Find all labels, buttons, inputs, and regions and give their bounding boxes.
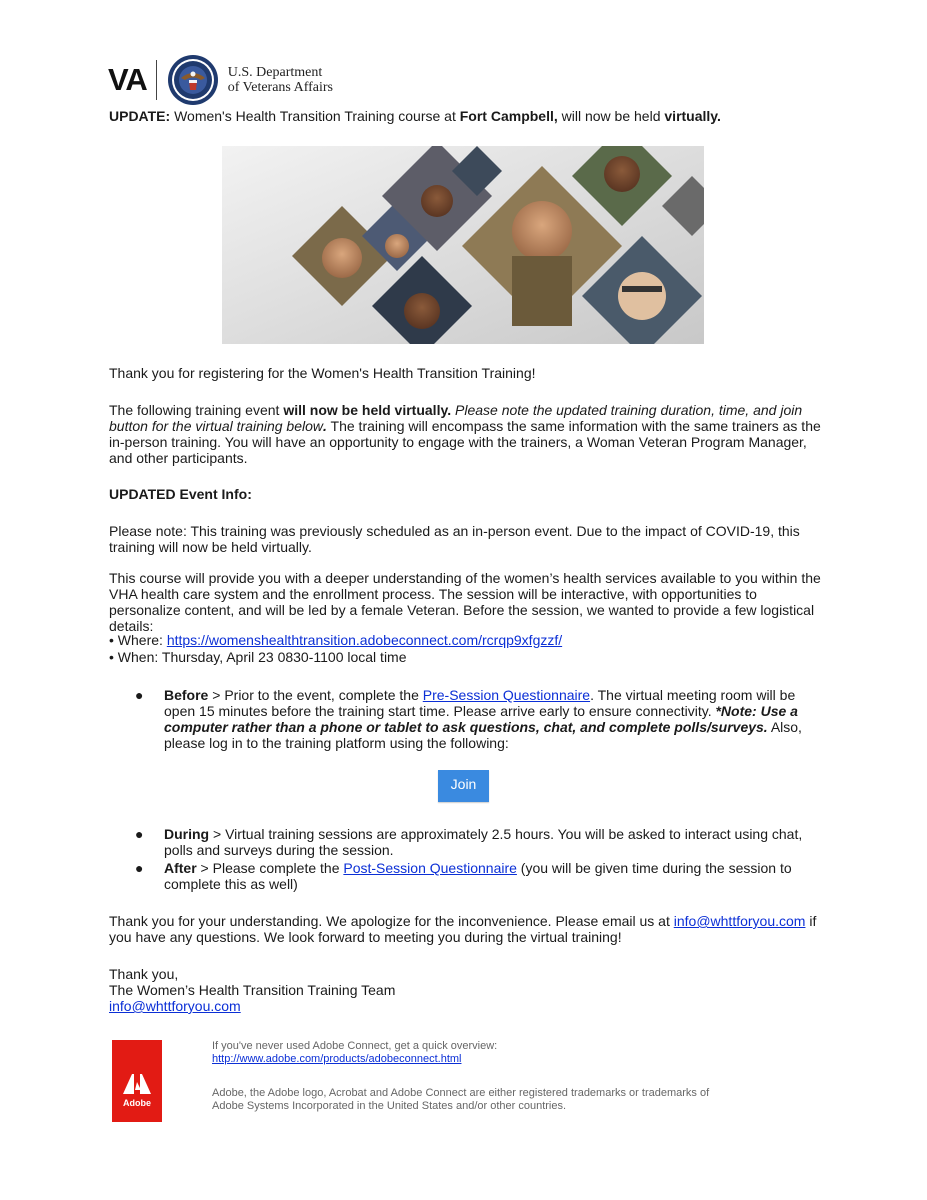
virtual-paragraph-bold: will now be held virtually. [283,402,452,418]
va-logo-mark: VA [108,62,147,97]
department-line-1: U.S. Department [227,65,323,80]
adobe-logo-text: Adobe [123,1098,151,1108]
event-info-heading-text: UPDATED Event Info: [109,486,252,502]
update-mode: virtually. [664,108,721,124]
team-email-link[interactable]: info@whttforyou.com [109,998,241,1014]
closing-text-b: if you have any questions. We look forward to meeting you during the virtual training! [109,913,817,945]
bullet-marker: ● [135,860,144,876]
before-text-b: . The virtual meeting room will be open 15 minutes before the training start time. Please arrive early to ensure connectivity. [164,687,796,719]
bullet-marker: ● [135,826,144,842]
course-description-paragraph: This course will provide you with a deeper understanding of the women’s health services available to you within the VHA health care system and the enrollment process. The session will be interactive, with opportunities to personalize content, and will be led by a female Veteran. Before the session, we wanted to provide a few logistical details: [109,570,821,634]
before-text-a: > Prior to the event, complete the [208,687,423,703]
closing-text-a: Thank you for your understanding. We apologize for the inconvenience. Please email us at [109,913,674,929]
department-line-2: of Veterans Affairs [227,80,333,95]
trademark-line-1: Adobe, the Adobe logo, Acrobat and Adobe Connect are either registered trademarks or trademarks of [212,1087,710,1099]
department-name [228,65,333,95]
virtual-paragraph-period: . [323,418,327,434]
va-header [108,52,333,108]
team-name: The Women’s Health Transition Training Team [109,982,396,998]
update-line [109,108,721,124]
before-note: *Note: Use a computer rather than a phone or tablet to ask questions, chat, and complete polls/surveys. [164,703,798,735]
pre-session-questionnaire-link[interactable]: Pre-Session Questionnaire [422,687,591,703]
where-line [109,632,821,648]
meeting-url-link[interactable]: https://womenshealthtransition.adobeconnect.com/rcrqp9xfgzzf/ [166,632,563,648]
va-seal-icon [167,54,219,106]
during-text: > Virtual training sessions are approximately 2.5 hours. You will be asked to interact using chat, polls and surveys during the session. [164,826,803,858]
join-button[interactable]: Join [438,770,489,802]
team-email-line [109,998,821,1014]
thanks-line: Thank you for registering for the Women's Health Transition Training! [109,365,536,381]
before-label: Before [164,687,209,703]
after-text-a: > Please complete the [196,860,344,876]
email-link[interactable]: info@whttforyou.com [673,913,806,929]
adobe-a-glyph-icon [112,1040,162,1122]
update-label: UPDATE: [109,108,171,124]
update-location: Fort Campbell, [459,108,558,124]
update-text-2: will now be held [557,108,665,124]
signoff: Thank you, [109,966,179,982]
virtual-paragraph [109,402,821,466]
after-text-b: (you will be given time during the session to complete this as well) [164,860,792,892]
hero-banner-image [222,146,704,344]
event-info-heading [109,486,821,502]
where-label: • Where: [109,632,167,648]
adobe-connect-link[interactable]: http://www.adobe.com/products/adobeconnect.html [212,1053,462,1065]
adobe-logo-icon [112,1040,162,1122]
adobe-overview-line [212,1053,461,1066]
header-divider [156,60,157,100]
virtual-paragraph-a: The following training event [109,402,284,418]
trademark-line-2: Adobe Systems Incorporated in the United States and/or other countries. [212,1100,567,1112]
before-bullet-text [164,687,824,751]
adobe-overview-text: If you've never used Adobe Connect, get a quick overview: [212,1040,498,1052]
virtual-paragraph-italic: Please note the updated training duration, time, and join button for the virtual training below [109,402,803,434]
post-session-questionnaire-link[interactable]: Post-Session Questionnaire [343,860,517,876]
when-line: • When: Thursday, April 23 0830-1100 local time [109,649,407,665]
after-bullet-text [164,860,824,892]
update-text-1: Women's Health Transition Training course at [170,108,460,124]
after-label: After [164,860,197,876]
bullet-marker: ● [135,687,144,703]
closing-paragraph [109,913,821,945]
covid-note-paragraph: Please note: This training was previously scheduled as an in-person event. Due to the impact of COVID-19, this training will now be held virtually. [109,523,800,555]
during-label: During [164,826,210,842]
before-text-c: Also, please log in to the training platform using the following: [164,719,802,751]
virtual-paragraph-rest: The training will encompass the same information with the same trainers as the in-person training. You will have an opportunity to engage with the trainers, a Woman Veteran Program Manager, and other participants. [109,418,821,466]
during-bullet-text [164,826,824,858]
